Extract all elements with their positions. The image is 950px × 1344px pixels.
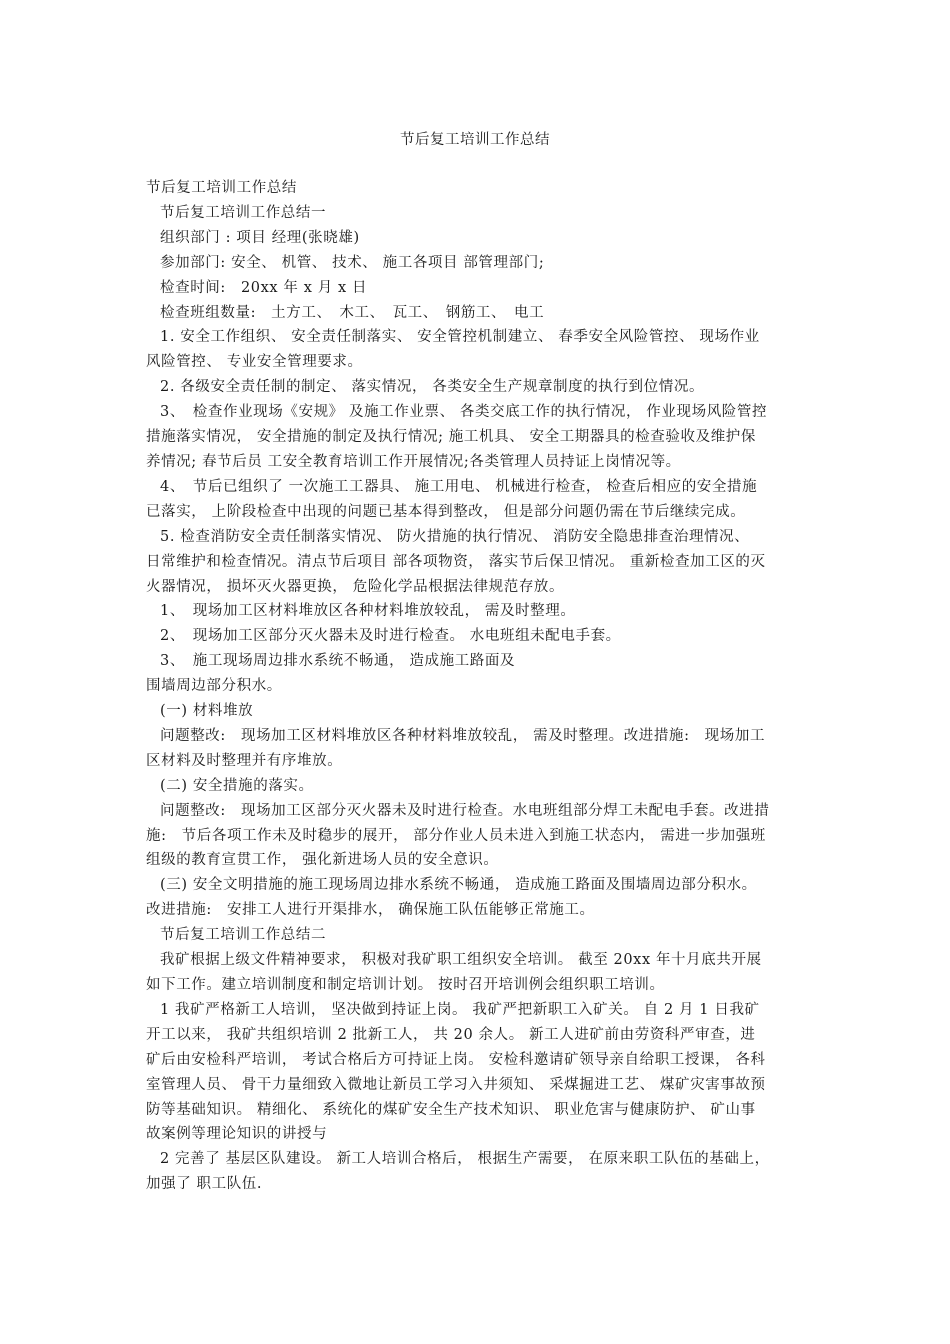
body-line: 检查时间: 20xx 年 x 月 x 日 bbox=[160, 279, 368, 296]
body-line: 开工以来， 我矿共组织培训 2 批新工人， 共 20 余人。 新工人进矿前由劳资科严审查，进 bbox=[146, 1026, 756, 1043]
body-line: 3、 施工现场周边排水系统不畅通， 造成施工路面及 bbox=[160, 653, 516, 670]
body-line: 加强了 职工队伍. bbox=[146, 1176, 263, 1193]
body-line: 故案例等理论知识的讲授与 bbox=[146, 1126, 328, 1143]
document-title: 节后复工培训工作总结 bbox=[400, 132, 550, 148]
body-line: 问题整改: 现场加工区材料堆放区各种材料堆放较乱， 需及时整理。改进措施: 现场加工 bbox=[160, 727, 766, 744]
body-line: 5. 检查消防安全责任制落实情况、 防火措施的执行情况、 消防安全隐患排查治理情况、 bbox=[160, 528, 750, 545]
body-line: 2 完善了 基层区队建设。 新工人培训合格后， 根据生产需要， 在原来职工队伍的基础上， bbox=[160, 1151, 770, 1168]
body-line: 我矿根据上级文件精神要求， 积极对我矿职工组织安全培训。 截至 20xx 年十月底共开展 bbox=[160, 952, 762, 969]
body-line: 养情况; 春节后员 工安全教育培训工作开展情况;各类管理人员持证上岗情况等。 bbox=[146, 453, 681, 470]
body-line: (三) 安全文明措施的施工现场周边排水系统不畅通， 造成施工路面及围墙周边部分积水。 bbox=[160, 877, 757, 894]
body-line: 组级的教育宣贯工作， 强化新进场人员的安全意识。 bbox=[146, 852, 499, 869]
body-line: 1. 安全工作组织、 安全责任制落实、 安全管控机制建立、 春季安全风险管控、 现场作业 bbox=[160, 329, 760, 346]
document-body bbox=[146, 176, 810, 1197]
body-line: 2. 各级安全责任制的制定、 落实情况， 各类安全生产规章制度的执行到位情况。 bbox=[160, 379, 705, 396]
body-line: 节后复工培训工作总结一 bbox=[160, 204, 327, 221]
body-line: 区材料及时整理并有序堆放。 bbox=[146, 752, 343, 769]
body-line: 2、 现场加工区部分灭火器未及时进行检查。 水电班组未配电手套。 bbox=[160, 628, 621, 645]
body-line: 3、 检查作业现场《安规》 及施工作业票、 各类交底工作的执行情况， 作业现场风险管控 bbox=[160, 404, 768, 421]
body-line: 日常维护和检查情况。清点节后项目 部各项物资， 落实节后保卫情况。 重新检查加工区的灭 bbox=[146, 553, 766, 570]
body-line: 问题整改: 现场加工区部分灭火器未及时进行检查。水电班组部分焊工未配电手套。改进措 bbox=[160, 802, 770, 819]
body-line: 室管理人员、 骨干力量细致入微地让新员工学习入井须知、 采煤掘进工艺、 煤矿灾害事故预 bbox=[146, 1076, 766, 1093]
body-line: 节后复工培训工作总结二 bbox=[160, 927, 327, 944]
body-line: (一) 材料堆放 bbox=[160, 703, 254, 720]
body-line: 围墙周边部分积水。 bbox=[146, 678, 282, 695]
body-line: 防等基础知识。 精细化、 系统化的煤矿安全生产技术知识、 职业危害与健康防护、 矿山事 bbox=[146, 1101, 756, 1118]
body-line: 1、 现场加工区材料堆放区各种材料堆放较乱， 需及时整理。 bbox=[160, 603, 576, 620]
body-line: 措施落实情况， 安全措施的制定及执行情况; 施工机具、 安全工期器具的检查验收及维护保 bbox=[146, 429, 757, 446]
body-line: 改进措施: 安排工人进行开渠排水， 确保施工队伍能够正常施工。 bbox=[146, 902, 595, 919]
body-line: 检查班组数量: 土方工、 木工、 瓦工、 钢筋工、 电工 bbox=[160, 304, 545, 321]
body-line: 4、 节后已组织了 一次施工工器具、 施工用电、 机械进行检查， 检查后相应的安全措施 bbox=[160, 478, 758, 495]
body-line: 如下工作。建立培训制度和制定培训计划。 按时召开培训例会组织职工培训。 bbox=[146, 977, 665, 993]
body-line: 1 我矿严格新工人培训， 坚决做到持证上岗。 我矿严把新职工入矿关。 自 2 月 1 日我矿 bbox=[160, 1001, 760, 1018]
body-line: 风险管控、 专业安全管理要求。 bbox=[146, 354, 363, 371]
body-line: 已落实， 上阶段检查中出现的问题已基本得到整改， 但是部分问题仍需在节后继续完成。 bbox=[146, 503, 746, 520]
body-line: 组织部门 : 项目 经理(张晓雄) bbox=[160, 229, 360, 246]
body-line: 参加部门: 安全、 机管、 技术、 施工各项目 部管理部门; bbox=[160, 254, 545, 271]
body-line: (二) 安全措施的落实。 bbox=[160, 777, 314, 794]
body-line: 火器情况， 损坏灭火器更换， 危险化学品根据法律规范存放。 bbox=[146, 578, 565, 595]
body-line: 施: 节后各项工作未及时稳步的展开， 部分作业人员未进入到施工状态内， 需进一步加强班 bbox=[146, 827, 766, 844]
body-line: 矿后由安检科严培训， 考试合格后方可持证上岗。 安检科邀请矿领导亲自给职工授课， 各科 bbox=[146, 1051, 766, 1068]
body-line: 节后复工培训工作总结 bbox=[146, 180, 297, 196]
